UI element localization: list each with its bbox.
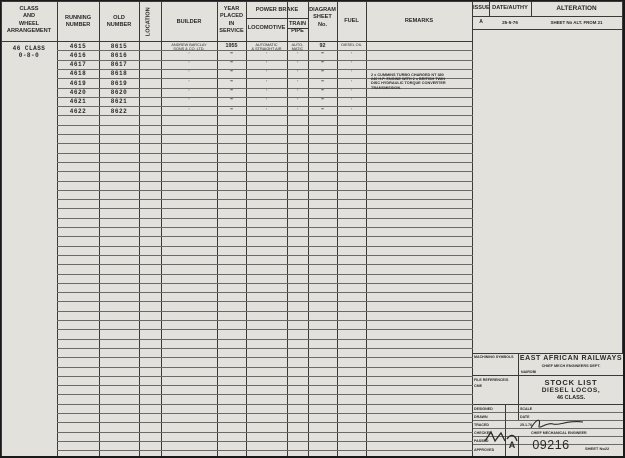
cell-fuel: "	[350, 107, 353, 112]
cell-old: 8622	[110, 108, 128, 115]
cell-fuel: "	[350, 60, 353, 65]
grid-row-line	[57, 413, 473, 414]
grid-row-line	[57, 394, 473, 395]
cell-builder: "	[188, 79, 190, 84]
wheel-arrangement: 0-8-0	[18, 52, 40, 59]
header-train-pipe: TRAIN PIPE	[288, 21, 307, 35]
cell-running: 4618	[69, 70, 87, 77]
cell-running: 4617	[69, 61, 87, 68]
cell-pipe: "	[296, 97, 299, 102]
alteration-text: SHEET No ALT. FROM 21	[550, 20, 603, 25]
passed-label: PASSED	[474, 439, 489, 443]
cell-running: 4620	[69, 89, 87, 96]
signature-title: CHIEF MECHANICAL ENGINEER	[531, 431, 587, 435]
cell-fuel: "	[350, 97, 353, 102]
title-line-2: DIESEL LOCOS,	[541, 387, 601, 394]
grid-row-line	[57, 162, 473, 163]
stock-list-sheet	[1, 1, 623, 456]
issue-date: 25-5-76	[502, 20, 518, 25]
header-fuel: FUEL	[344, 18, 359, 24]
grid-row-line	[57, 264, 473, 265]
cell-pipe: "	[296, 107, 299, 112]
grid-row-line	[57, 320, 473, 321]
grid-row-line	[57, 115, 473, 116]
cell-old: 8619	[110, 80, 128, 87]
cell-year: "	[230, 61, 233, 67]
cell-pipe: "	[296, 60, 299, 65]
machining-symbols-label: MACHINING SYMBOLS	[474, 355, 514, 359]
grid-row-line	[57, 218, 473, 219]
cell-running: 4621	[69, 98, 87, 105]
cell-builder: "	[188, 88, 190, 93]
rule	[1, 1, 623, 2]
cell-year: "	[230, 70, 233, 76]
remarks-text: 2 x CUMMINS TURBO CHARGED NT 380 240 H.P. ENGINE WITH 2 x BRITISH TWIN DISC HYDRAULIC TORQUE CONVERTER TRANSMISSION.	[371, 73, 446, 90]
grid-row-line	[57, 404, 473, 405]
cell-pipe: "	[296, 69, 299, 74]
header-year: YEAR PLACED IN SERVICE	[219, 6, 244, 35]
grid-row-line	[57, 246, 473, 247]
header-running-number: RUNNING NUMBER	[64, 15, 92, 29]
cell-old: 8618	[110, 70, 128, 77]
grid-row-line	[57, 181, 473, 182]
grid-row-line	[57, 227, 473, 228]
header-locomotive: LOCOMOTIVE	[247, 25, 286, 31]
cell-running: 4616	[69, 52, 87, 59]
grid-row-line	[57, 311, 473, 312]
class-name: 46 CLASS	[12, 45, 46, 52]
cell-year: 1955	[225, 43, 238, 49]
grid-row-line	[57, 283, 473, 284]
date-label: DATE	[520, 415, 530, 419]
header-location: LOCATION	[145, 7, 152, 37]
rule	[473, 16, 623, 17]
date-value: 25.1.76	[520, 423, 532, 427]
cell-loco: "	[265, 88, 268, 93]
scale-label: SCALE	[520, 407, 533, 411]
grid-row-line	[57, 422, 473, 423]
alteration-header: ALTERATION	[556, 5, 597, 12]
cell-pipe: AUTO- MATIC	[291, 42, 304, 51]
cell-year: "	[230, 52, 233, 58]
header-diagram-sheet: DIAGRAM SHEET No.	[309, 7, 336, 28]
title-line-1: STOCK LIST	[544, 378, 598, 387]
cell-running: 4622	[69, 108, 87, 115]
issue-letter-a: A	[479, 19, 483, 25]
grid-row-line	[57, 171, 473, 172]
cell-old: 8615	[110, 43, 128, 50]
header-old-number: OLD NUMBER	[106, 15, 132, 29]
grid-row-line	[57, 236, 473, 237]
cell-year: "	[230, 80, 233, 86]
cell-loco: "	[265, 60, 268, 65]
rule	[473, 29, 623, 30]
issue-letter: A	[508, 440, 516, 450]
cell-pipe: "	[296, 51, 299, 56]
grid-row-line	[57, 301, 473, 302]
cell-loco: "	[265, 79, 268, 84]
drawn-label: DRAWN	[474, 415, 488, 419]
department: CHIEF MECH ENGINEERS DEPT.	[541, 364, 601, 368]
cell-sheet: "	[321, 61, 324, 67]
cell-builder: "	[188, 69, 190, 74]
cell-sheet: "	[321, 108, 324, 114]
cell-loco: "	[265, 69, 268, 74]
checked-label: CHECKED	[474, 431, 492, 435]
designed-label: DESIGNED	[474, 407, 493, 411]
cell-sheet: "	[321, 70, 324, 76]
date-authy-header: DATE/AUTHY	[492, 5, 528, 11]
grid-row-line	[57, 143, 473, 144]
cell-old: 8620	[110, 89, 128, 96]
rule	[246, 18, 308, 19]
cell-running: 4615	[69, 43, 87, 50]
file-reference-value: CME	[474, 384, 482, 388]
grid-row-line	[57, 348, 473, 349]
drawing-number: 09216	[532, 438, 570, 452]
grid-row-line	[57, 292, 473, 293]
cell-fuel: "	[350, 79, 353, 84]
header-remarks: REMARKS	[404, 18, 434, 24]
cell-fuel: "	[350, 88, 353, 93]
grid-row-line	[57, 274, 473, 275]
railway-name: EAST AFRICAN RAILWAYS	[519, 355, 623, 362]
cell-builder: "	[188, 51, 190, 56]
cell-sheet: "	[321, 89, 324, 95]
cell-sheet: "	[321, 52, 324, 58]
issue-header: ISSUE	[473, 5, 490, 11]
cell-year: "	[230, 89, 233, 95]
cell-year: "	[230, 108, 233, 114]
cell-pipe: "	[296, 88, 299, 93]
grid-row-line	[57, 199, 473, 200]
cell-running: 4619	[69, 80, 87, 87]
cell-builder: ANDREW BARCLAY SONS & CO. LTD.	[171, 42, 207, 51]
grid-row-line	[57, 208, 473, 209]
grid-row-line	[57, 339, 473, 340]
title-block	[473, 353, 623, 456]
cell-sheet: "	[321, 80, 324, 86]
grid-row-line	[57, 376, 473, 377]
grid-row-line	[57, 329, 473, 330]
approved-label: APPROVED	[474, 448, 495, 452]
cell-sheet: 92	[319, 43, 326, 49]
grid-row-line	[57, 441, 473, 442]
grid-row-line	[57, 153, 473, 154]
grid-row-line	[57, 125, 473, 126]
cell-fuel: DIESEL OIL	[341, 42, 362, 47]
grid-row-line	[57, 367, 473, 368]
title-line-3: 46 CLASS.	[556, 395, 586, 401]
grid-row-line	[57, 255, 473, 256]
cell-old: 8616	[110, 52, 128, 59]
cell-loco: "	[265, 97, 268, 102]
cell-loco: "	[265, 51, 268, 56]
header-power-brake: POWER BRAKE	[255, 7, 299, 13]
header-builder: BUILDER	[176, 19, 202, 25]
sheet-number: SHEET No22	[585, 446, 610, 451]
signature-scribble	[527, 416, 587, 432]
grid-row-line	[57, 450, 473, 451]
rule	[1, 1, 2, 456]
header-class: CLASS AND WHEEL ARRANGEMENT	[6, 6, 52, 35]
cell-fuel: "	[350, 69, 353, 74]
grid-row-line	[57, 385, 473, 386]
cell-old: 8617	[110, 61, 128, 68]
cell-fuel: "	[350, 51, 353, 56]
grid-row-line	[57, 190, 473, 191]
cell-loco: AUTOMATIC & STRAIGHT AIR	[251, 42, 282, 51]
cell-old: 8621	[110, 98, 128, 105]
rule	[1, 41, 473, 42]
grid-row-line	[57, 134, 473, 135]
cell-builder: "	[188, 60, 190, 65]
traced-label: TRACED	[474, 423, 489, 427]
cell-pipe: "	[296, 79, 299, 84]
file-reference-label: FILE REFERENCE/S	[474, 378, 509, 382]
grid-row-line	[57, 432, 473, 433]
grid-row-line	[57, 357, 473, 358]
cell-year: "	[230, 98, 233, 104]
cell-sheet: "	[321, 98, 324, 104]
place: NAIROBI	[521, 370, 537, 374]
cell-builder: "	[188, 97, 190, 102]
cell-loco: "	[265, 107, 268, 112]
cell-builder: "	[188, 107, 190, 112]
